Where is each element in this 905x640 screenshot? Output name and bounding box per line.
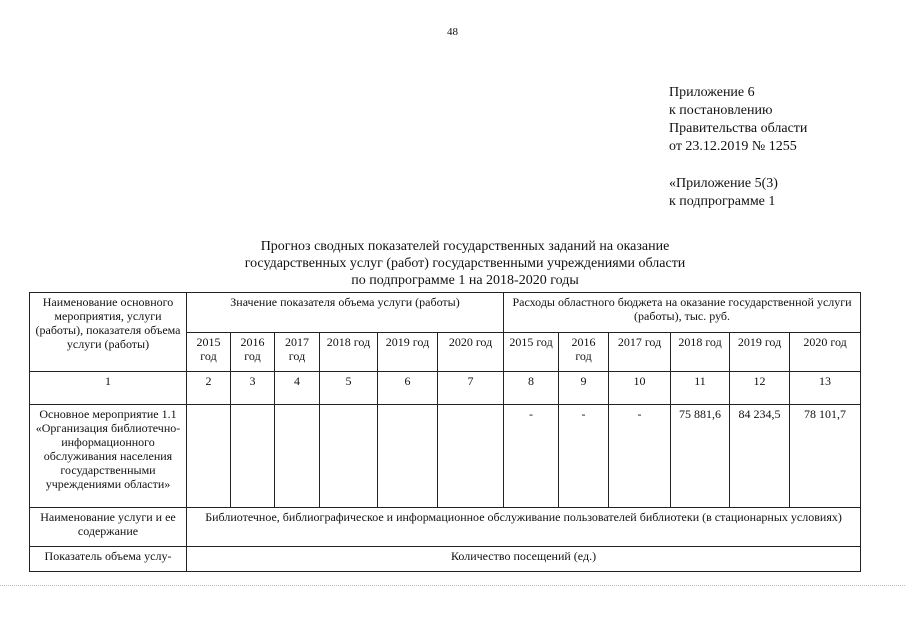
col-number: 6 xyxy=(378,372,438,405)
col-number: 11 xyxy=(671,372,730,405)
title-line: по подпрограмме 1 на 2018-2020 годы xyxy=(351,273,579,288)
value-cell xyxy=(231,405,275,508)
value-cell xyxy=(378,405,438,508)
service-label-cell: Наименование услуги и ее содержание xyxy=(30,508,187,547)
header-volume-cell: Значение показателя объема услуги (работы) xyxy=(187,293,504,333)
appendix-line: от 23.12.2019 № 1255 xyxy=(669,139,797,154)
service-row xyxy=(30,508,861,547)
appendix-block xyxy=(669,84,807,156)
appendix-line: Правительства области xyxy=(669,121,808,136)
year-cell: 2016 год xyxy=(231,332,275,372)
year-cell: 2018 год xyxy=(671,332,730,372)
value-cell: 84 234,5 xyxy=(730,405,790,508)
year-cell: 2017 год xyxy=(275,332,320,372)
event-name-cell: Основное мероприятие 1.1 «Организация библиотечно-информационного обслуживания населения государственными учреждениями области» xyxy=(30,405,187,508)
title-line: Прогноз сводных показателей государственных заданий на оказание xyxy=(260,239,670,254)
forecast-table xyxy=(29,292,861,572)
year-cell: 2015 год xyxy=(187,332,231,372)
col-number: 3 xyxy=(231,372,275,405)
year-cell: 2019 год xyxy=(730,332,790,372)
col-number: 5 xyxy=(320,372,378,405)
appendix2-line: к подпрограмме 1 xyxy=(669,194,776,209)
year-cell: 2017 год xyxy=(609,332,671,372)
title-line: государственных услуг (работ) государственными учреждениями области xyxy=(244,256,686,271)
col-number: 1 xyxy=(30,372,187,405)
col-number: 10 xyxy=(609,372,671,405)
indicator-label-cell: Показатель объема услу- xyxy=(30,547,187,572)
page-number: 48 xyxy=(447,26,458,38)
value-cell: - xyxy=(559,405,609,508)
indicator-row xyxy=(30,547,861,572)
col-number: 2 xyxy=(187,372,231,405)
appendix-block-2 xyxy=(669,175,778,211)
value-cell xyxy=(438,405,504,508)
appendix2-line: «Приложение 5(3) xyxy=(669,176,778,191)
appendix-line: Приложение 6 xyxy=(669,85,755,100)
value-cell xyxy=(187,405,231,508)
service-value-cell: Библиотечное, библиографическое и информационное обслуживание пользователей библиотеки (в стационарных условиях) xyxy=(187,508,861,547)
col-number: 8 xyxy=(504,372,559,405)
document-title xyxy=(185,238,745,289)
value-cell: 78 101,7 xyxy=(790,405,861,508)
header-budget-cell: Расходы областного бюджета на оказание государственной услуги (работы), тыс. руб. xyxy=(504,293,861,333)
col-number: 12 xyxy=(730,372,790,405)
year-cell: 2019 год xyxy=(378,332,438,372)
year-cell: 2016 год xyxy=(559,332,609,372)
value-cell: - xyxy=(609,405,671,508)
header-name-cell: Наименование основного мероприятия, услуги (работы), показателя объема услуги (работы) xyxy=(30,293,187,372)
col-number: 9 xyxy=(559,372,609,405)
year-cell: 2018 год xyxy=(320,332,378,372)
col-number: 7 xyxy=(438,372,504,405)
col-number: 13 xyxy=(790,372,861,405)
value-cell: - xyxy=(504,405,559,508)
year-cell: 2015 год xyxy=(504,332,559,372)
header-row-1 xyxy=(30,293,861,333)
appendix-line: к постановлению xyxy=(669,103,773,118)
year-cell: 2020 год xyxy=(790,332,861,372)
col-number: 4 xyxy=(275,372,320,405)
column-numbers-row xyxy=(30,372,861,405)
value-cell xyxy=(275,405,320,508)
event-row xyxy=(30,405,861,508)
value-cell xyxy=(320,405,378,508)
indicator-value-cell: Количество посещений (ед.) xyxy=(187,547,861,572)
page-divider xyxy=(0,585,905,586)
value-cell: 75 881,6 xyxy=(671,405,730,508)
year-cell: 2020 год xyxy=(438,332,504,372)
